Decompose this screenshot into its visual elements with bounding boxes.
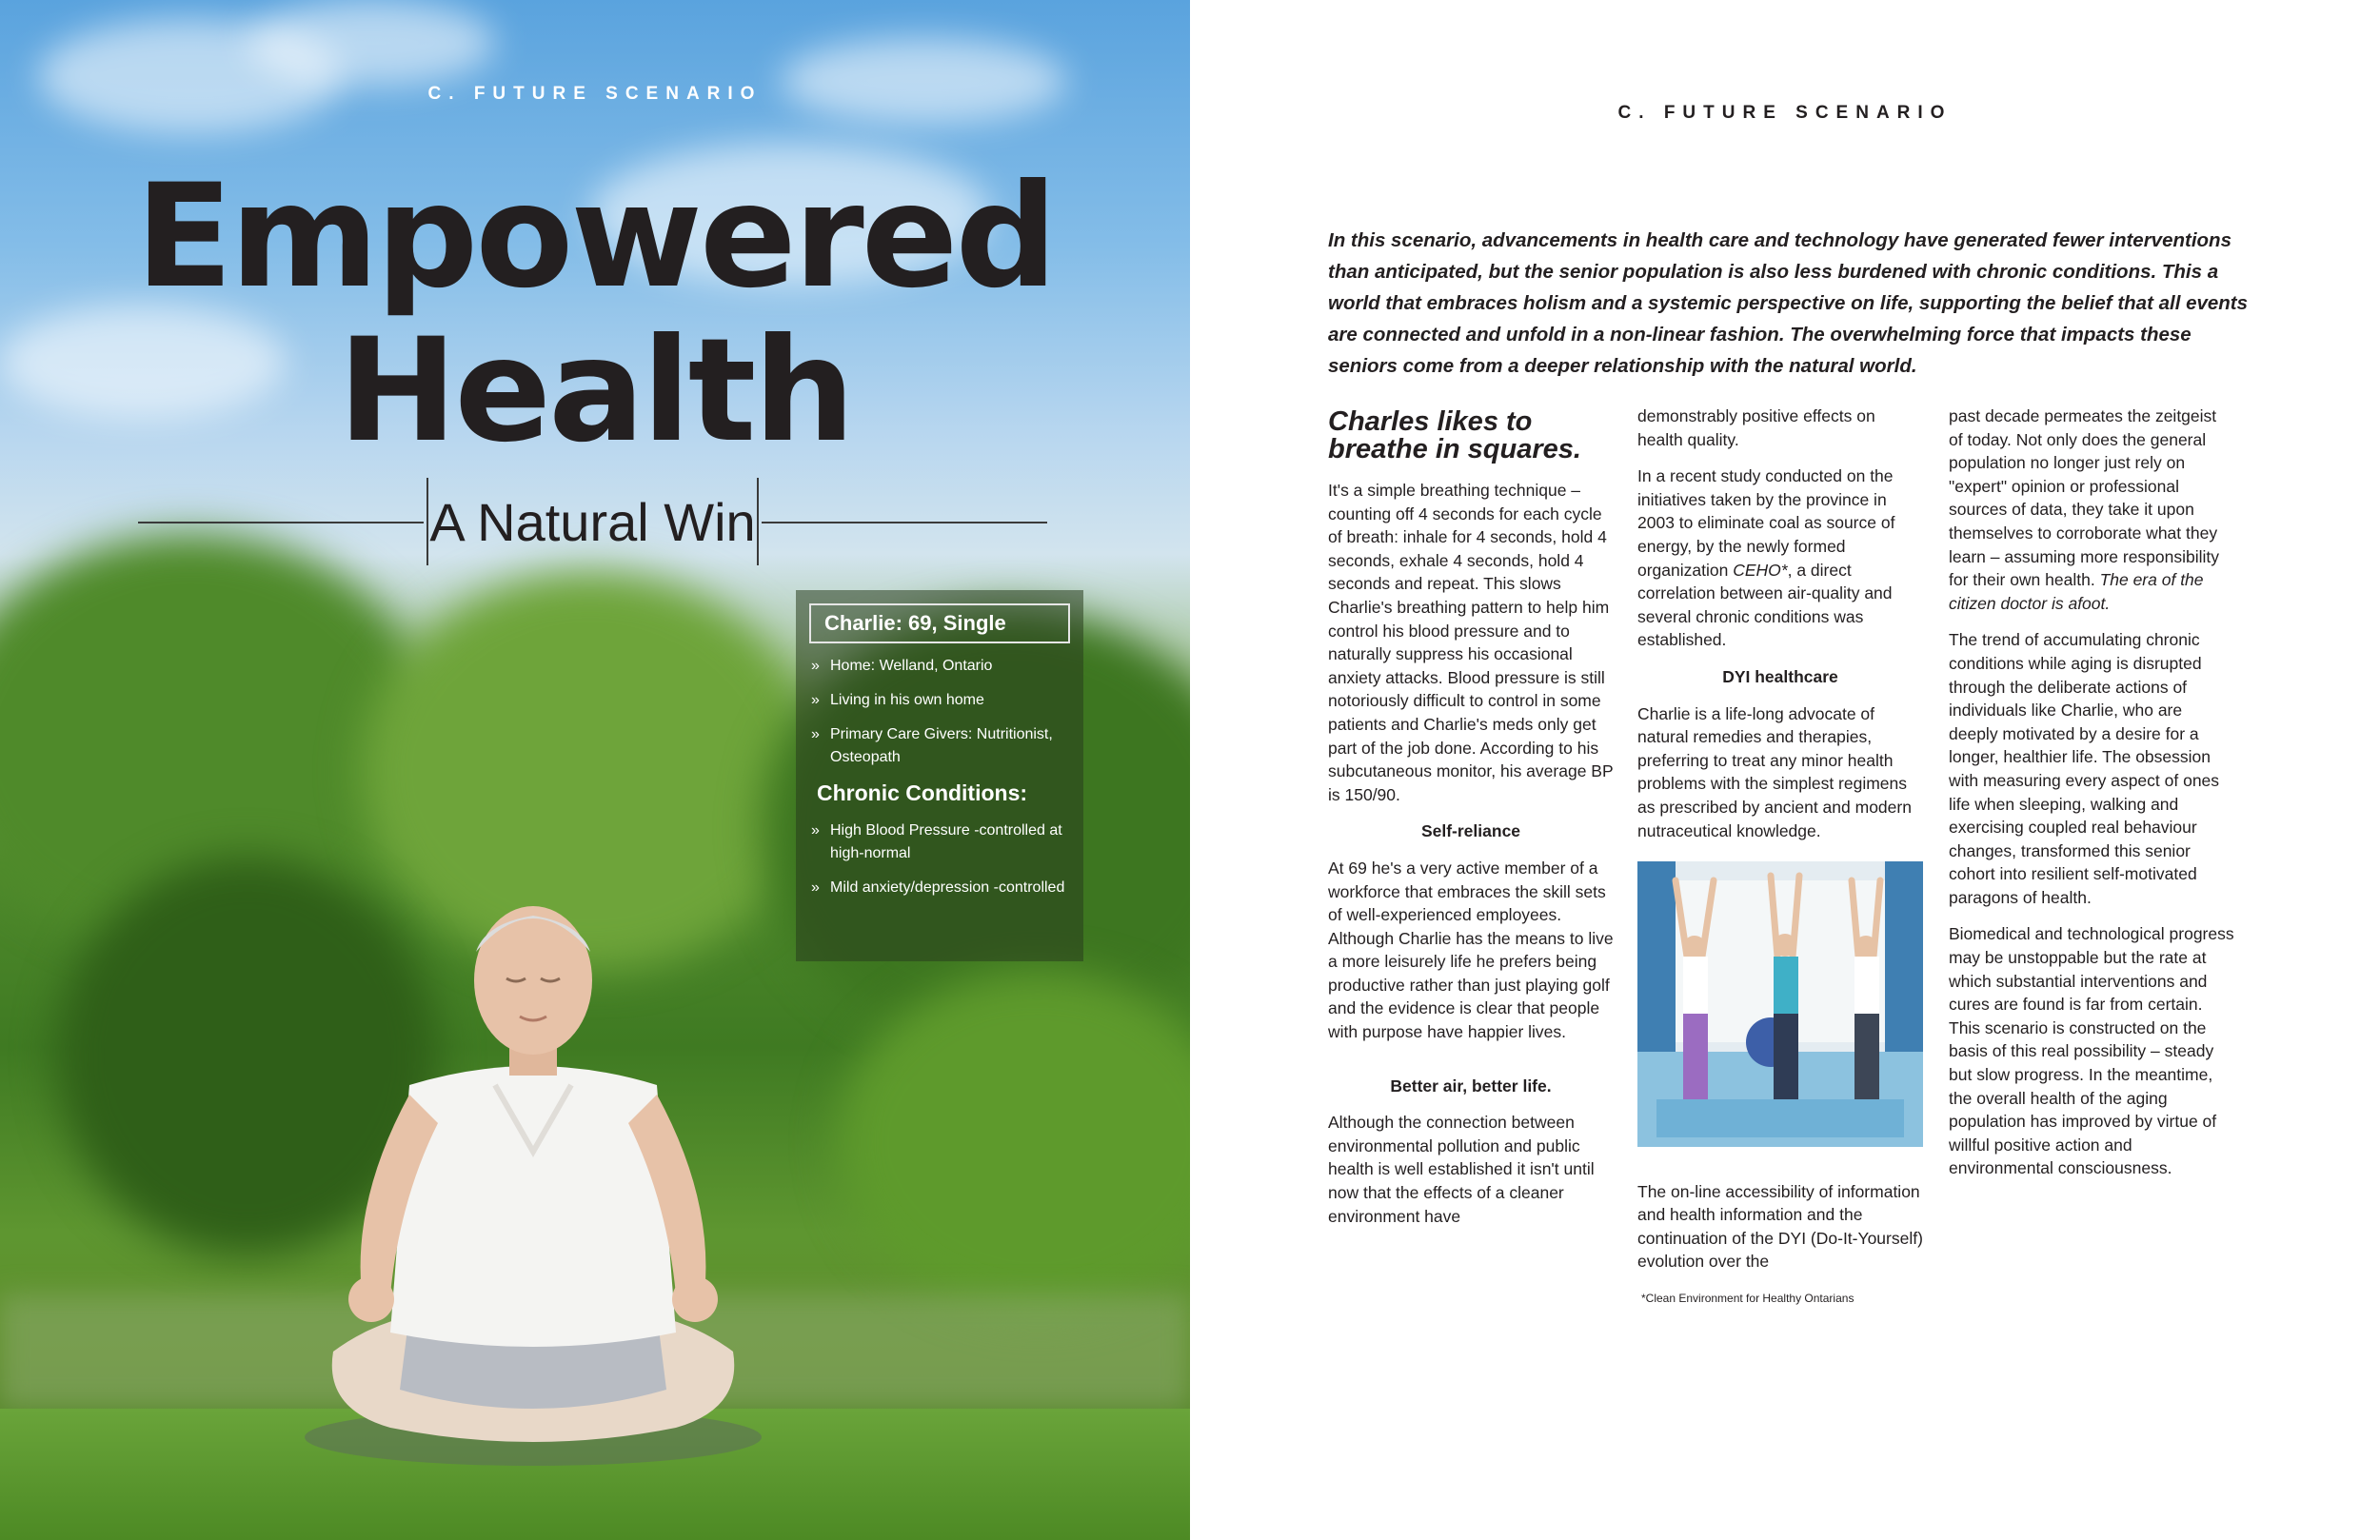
- profile-detail: » Living in his own home: [809, 689, 1070, 712]
- body-paragraph: The on-line accessibility of information and health information and the continuation of the DYI (Do-It-Yourself) evolution over the: [1637, 1181, 1923, 1272]
- body-paragraph: At 69 he's a very active member of a workforce that embraces the skill sets of well-experienced employees. Although Charlie has the means to live a more leisurely life he prefers being productive rather than just playing golf and the evidence is clear that people with purpose have happier lives.: [1328, 858, 1614, 1042]
- cloud-shape: [781, 38, 1066, 124]
- conditions-heading: Chronic Conditions:: [817, 780, 1028, 805]
- tree-foliage: [838, 971, 1190, 1313]
- body-paragraph: demonstrably positive effects on health quality.: [1637, 406, 1875, 449]
- divider-line: [762, 522, 1047, 523]
- profile-name: Charlie: 69, Single: [809, 603, 1070, 643]
- seniors-exercise-photo: [1637, 861, 1923, 1147]
- org-acronym: CEHO*: [1733, 560, 1788, 580]
- conditions-list: [809, 819, 1070, 899]
- body-paragraph: The trend of accumulating chronic conditions while aging is disrupted through the deliberate actions of individuals like Charlie, who are deeply motivated by a desire for a longer, healthier life. The obsession with measuring every aspect of ones life when sleeping, walking and exercising coupled real behaviour changes, transformed this senior cohort into resilient self-motivated paragons of health.: [1949, 630, 2220, 907]
- subtitle-banner: [138, 478, 1047, 565]
- subheading: Self-reliance: [1420, 821, 1521, 841]
- body-paragraph: [1637, 464, 1923, 652]
- section-label: C. FUTURE SCENARIO: [427, 84, 763, 104]
- profile-detail: » Primary Care Givers: Nutritionist, Osteopath: [809, 723, 1070, 769]
- body-paragraph: It's a simple breathing technique – counting off 4 seconds for each cycle of breath: inhale for 4 seconds, hold 4 seconds, exhale 4 seconds, hold 4 seconds and repeat. This slows Charlie's breathing pattern to help him control his blood pressure and to naturally suppress his occasional anxiety attacks. Blood pressure is still notoriously difficult to control in some patients and Charlie's meds only get part of the job done. According to his subcutaneous monitor, his average BP is 150/90.: [1328, 481, 1614, 804]
- body-paragraph: Charlie is a life-long advocate of natural remedies and therapies, preferring to treat any minor health problems with the simplest regimens as prescribed by ancient and modern nutraceutical knowledge.: [1637, 703, 1912, 840]
- section-label: C. FUTURE SCENARIO: [1617, 103, 1953, 123]
- condition-item: » High Blood Pressure -controlled at high-normal: [809, 819, 1070, 865]
- subtitle: A Natural Win: [429, 492, 756, 552]
- text-run: past decade permeates the zeitgeist of today. Not only does the general population no longer just rely on "expert" opinion or professional sources of data, they take it upon themselves to corroborate what they learn – assuming more responsibility for their own health.: [1949, 406, 2220, 590]
- article-column-2: [1637, 405, 1923, 1311]
- body-paragraph: Biomedical and technological progress may be unstoppable but the rate at which substantial interventions and cures are found is far from certain. This scenario is constructed on the basis of this real possibility – steady but slow progress. In the meantime, the overall health of the aging population has improved by virtue of willful positive action and environmental consciousness.: [1949, 924, 2234, 1178]
- profile-details: [809, 655, 1070, 769]
- article-column-1: [1328, 405, 1614, 1241]
- emphasis-text: The era of the citizen doctor is afoot.: [1949, 570, 2204, 613]
- subheading: DYI healthcare: [1722, 666, 1838, 686]
- meditating-man-photo: [295, 895, 771, 1466]
- profile-detail: » Home: Welland, Ontario: [809, 655, 1070, 678]
- footnote: *Clean Environment for Healthy Ontarians: [1641, 1292, 1854, 1306]
- text-run: , a direct correlation between air-quality and several chronic conditions was established.: [1637, 560, 1893, 650]
- article-heading: Charles likes to breathe in squares.: [1328, 406, 1581, 464]
- page-title: [0, 154, 1190, 474]
- title-line-1: Empowered: [135, 154, 1055, 320]
- body-paragraph: Although the connection between environmental pollution and public health is well established it isn't until now that the effects of a cleaner environment have: [1328, 1113, 1595, 1226]
- cloud-shape: [248, 0, 495, 86]
- divider-line: [138, 522, 424, 523]
- profile-box: [796, 590, 1083, 961]
- text-run: In a recent study conducted on the initiatives taken by the province in 2003 to eliminate coal as source of energy, by the newly formed organization: [1637, 466, 1895, 580]
- article-column-3: [1949, 405, 2234, 1194]
- subheading: Better air, better life.: [1390, 1076, 1552, 1096]
- article-page: [1190, 0, 2380, 1540]
- title-line-2: Health: [337, 308, 853, 474]
- body-paragraph: [1949, 405, 2234, 615]
- intro-paragraph: In this scenario, advancements in health care and technology have generated fewer interventions than anticipated, but the senior population is also less burdened with chronic conditions. This a world that embraces holism and a systemic perspective on life, supporting the belief that all events are connected and unfold in a non-linear fashion. The overwhelming force that impacts these seniors come from a deeper relationship with the natural world.: [1328, 229, 2249, 377]
- condition-item: » Mild anxiety/depression -controlled: [809, 877, 1070, 899]
- divider-tick: [757, 478, 759, 565]
